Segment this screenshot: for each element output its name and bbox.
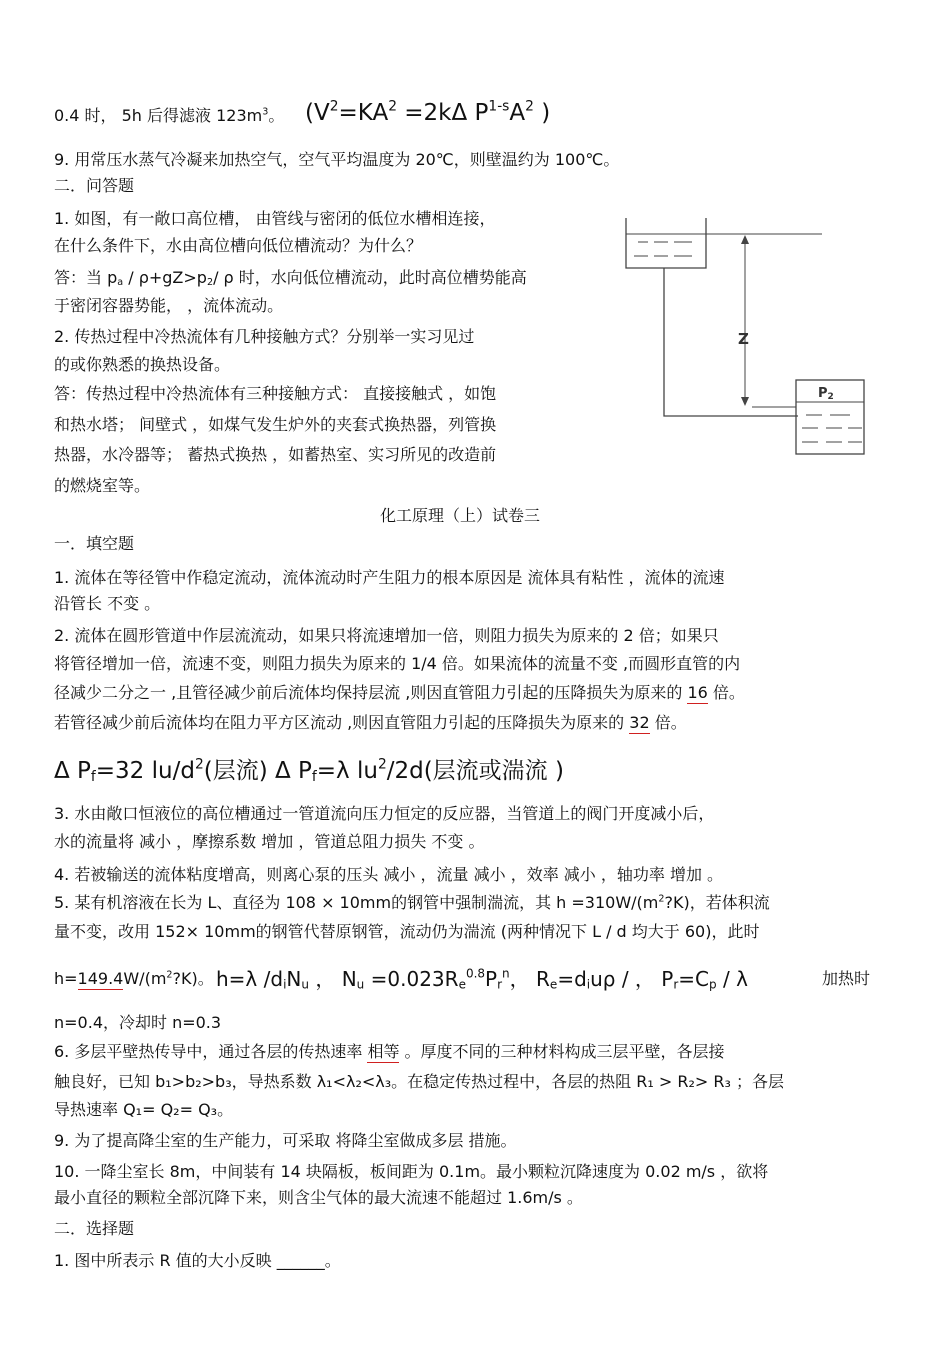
text-line: 6. 多层平壁热传导中，通过各层的传热速率 相等 。厚度不同的三种材料构成三层平壁，各层接 <box>54 1042 725 1061</box>
text-line: 9. 用常压水蒸气冷凝来加热空气，空气平均温度为 20℃，则壁温约为 100℃。 <box>54 150 620 169</box>
text-line: 答：当 $p_a / \rho+gZ>p_2/$ ρ 时，水向低位槽流动，此时高位槽势能高 <box>54 268 527 288</box>
section-heading: 二．问答题 <box>54 176 135 195</box>
text-line: 沿管长 不变 。 <box>54 594 161 613</box>
text-line: 最小直径的颗粒全部沉降下来，则含尘气体的最大流速不能超过 1.6m/s 。 <box>54 1188 583 1207</box>
p2-label: P2 <box>818 386 834 402</box>
answer-underlined: 16 <box>687 683 708 702</box>
text-line: 和热水塔； 间壁式 ，如煤气发生炉外的夹套式换热器，列管换 <box>54 415 497 434</box>
text-line: 将管径增加一倍，流速不变，则阻力损失为原来的 1/4 倍。如果流体的流量不变 ,而圆形直管的内 <box>54 654 741 673</box>
arrow-down-icon <box>741 397 749 406</box>
text-line: 10. 一降尘室长 8m，中间装有 14 块隔板，板间距为 0.1m。最小颗粒沉降速度为 0.02 m/s ，欲将 <box>54 1162 769 1181</box>
text-line: 水的流量将 减小 ，摩擦系数 增加 ，管道总阻力损失 不变 。 <box>54 832 485 851</box>
section-heading: 一．填空题 <box>54 534 135 553</box>
text-line: 5. 某有机溶液在长为 L、直径为 108 × 10mm的钢管中强制湍流，其 $h =310W/(m^2?K)$，若体积流 <box>54 893 770 912</box>
text-line: 热器，水冷器等； 蓄热式换热 ，如蓄热室、实习所见的改造前 <box>54 445 497 464</box>
formula-filtration: ($V^2=KA^2 =2k\Delta$ $P^{1-s}A^2$ ) <box>305 98 551 126</box>
exam-title: 化工原理（上）试卷三 <box>379 506 540 525</box>
high-tank <box>626 218 706 268</box>
text-line: 1. 图中所表示 R 值的大小反映 ______。 <box>54 1251 341 1270</box>
text-line: 1. 流体在等径管中作稳定流动，流体流动时产生阻力的根本原因是 流体具有粘性 ，流体的流速 <box>54 568 725 587</box>
text-line: 触良好，已知 b₁>b₂>b₃，导热系数 λ₁<λ₂<λ₃。在稳定传热过程中，各层的热阻 R₁ > R₂> R₃ ；各层 <box>54 1072 784 1091</box>
answer-underlined: 32 <box>629 713 650 732</box>
pipe-line <box>664 268 798 416</box>
text-line: 9. 为了提高降尘室的生产能力，可采取 将降尘室做成多层 措施。 <box>54 1131 517 1150</box>
text-line: 4. 若被输送的流体粘度增高，则离心泵的压头 减小 ，流量 减小 ，效率 减小 ，轴功率 增加 。 <box>54 865 724 884</box>
text-line: 0.4 时， 5h 后得滤液 $123m^3$。 <box>54 106 285 125</box>
text-line: 量不变，改用 152× 10mm的钢管代替原钢管，流动仍为湍流 (两种情况下 L / d 均大于 60)，此时 <box>54 922 760 941</box>
text-line: $h=149.4W/(m^2?K)$。 <box>54 969 214 988</box>
text-line: 加热时 <box>822 969 871 988</box>
text-line: 2. 流体在圆形管道中作层流流动，如果只将流速增加一倍，则阻力损失为原来的 2 倍；如果只 <box>54 626 719 645</box>
section-heading: 二．选择题 <box>54 1219 135 1238</box>
text-line: 的燃烧室等。 <box>54 476 151 495</box>
text-line: 答：传热过程中冷热流体有三种接触方式： 直接接触式 ，如饱 <box>54 384 497 403</box>
text-line: n=0.4，冷却时 n=0.3 <box>54 1013 222 1032</box>
text-line: 径减少二分之一 ,且管径减少前后流体均保持层流 ,则因直管阻力引起的压降损失为原来的 16 倍。 <box>54 683 745 702</box>
text-line: 的或你熟悉的换热设备。 <box>54 355 231 374</box>
text-line: 在什么条件下，水由高位槽向低位槽流动？为什么？ <box>54 236 423 255</box>
text-line: 1. 如图，有一敞口高位槽， 由管线与密闭的低位水槽相连接， <box>54 209 496 228</box>
text-line: 3. 水由敞口恒液位的高位槽通过一管道流向压力恒定的反应器，当管道上的阀门开度减小后， <box>54 804 715 823</box>
formula-pressure-loss: Δ $P_f=32$ $lu/d^2$(层流) Δ $P_f=\lambda$ $lu^2/2d$(层流或湍流 ) <box>54 756 564 785</box>
arrow-up-icon <box>741 235 749 244</box>
text-line: 2. 传热过程中冷热流体有几种接触方式？分别举一实习见过 <box>54 327 475 346</box>
answer-underlined: 相等 <box>367 1042 400 1061</box>
z-label: Z <box>738 330 749 348</box>
text-line: 若管径减少前后流体均在阻力平方区流动 ,则因直管阻力引起的压降损失为原来的 32 倍。 <box>54 713 687 732</box>
text-line: 于密闭容器势能， ，流体流动。 <box>54 296 284 315</box>
formula-heat-transfer: h=λ $/d_iN_u$ ， $N_u =0.023R_e^{0.8}P_r^n$， $R_e=d_iu\rho$ / ， $P_r=C_p / \lambda$ <box>216 966 748 992</box>
tank-diagram <box>612 212 886 470</box>
answer-underlined: 149.4 <box>77 969 124 988</box>
text-line: 导热速率 Q₁= Q₂= Q₃。 <box>54 1100 234 1119</box>
